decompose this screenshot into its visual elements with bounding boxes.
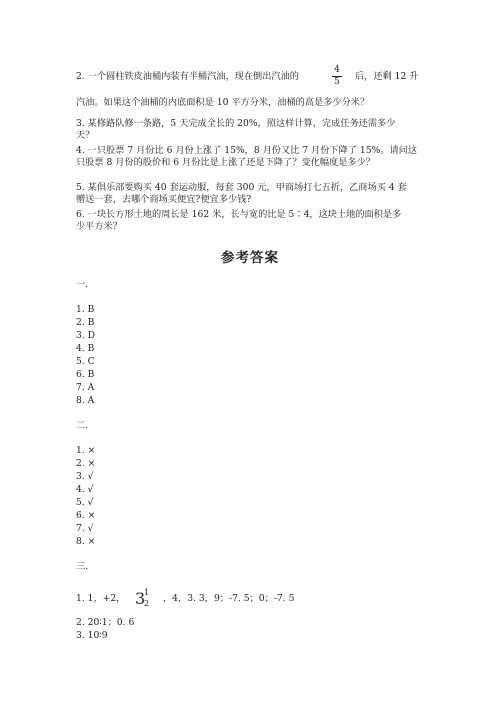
section-3-answer-3: 3. 10∶9 — [76, 630, 108, 641]
question-4-line-1: 4. 一只股票 7 月份比 6 月份上涨了 15%，8 月份又比 7 月份下降了 15%。请问这 — [76, 145, 418, 156]
section-1-answer: 8. A — [76, 395, 95, 406]
mixed-number-denominator: 2 — [144, 599, 150, 608]
section-3-answer-1-end: ，4，3. 3，9；-7. 5；0；-7. 5 — [163, 593, 295, 604]
section-1-answer: 3. D — [76, 330, 96, 341]
fraction-denominator: 5 — [334, 77, 340, 87]
mixed-number-numerator: 1 — [144, 588, 150, 597]
question-5-line-1: 5. 某俱乐部要购买 40 套运动服，每套 300 元，甲商场打七五折，乙商场买 4 套 — [76, 182, 407, 193]
section-2-answer: 7. √ — [76, 523, 94, 534]
section-2-answer: 6. × — [76, 510, 96, 521]
section-1-answer: 4. B — [76, 343, 95, 354]
question-4-line-2: 只股票 8 月份的股价和 6 月份比是上涨了还是下降了？变化幅度是多少？ — [76, 157, 375, 168]
section-1-answer: 1. B — [76, 304, 95, 315]
section-2-answer: 5. √ — [76, 497, 94, 508]
answer-title: 参考答案 — [221, 250, 279, 266]
mixed-number — [135, 589, 155, 613]
question-6-line-1: 6. 一块长方形土地的周长是 162 米，长与宽的比是 5∶4，这块土地的面积是多 — [76, 209, 402, 220]
question-3-line-2: 天？ — [76, 130, 95, 141]
question-2-line-1-end: 后，还剩 12 升 — [355, 71, 419, 82]
section-3-label: 三. — [76, 561, 89, 572]
section-3-answer-2: 2. 20∶1；0. 6 — [76, 617, 135, 628]
question-5-line-2: 赠送一套，去哪个商场买便宜?便宜多少钱? — [76, 194, 252, 205]
question-6-line-2: 少平方米？ — [76, 221, 122, 232]
section-2-answer: 4. √ — [76, 484, 94, 495]
section-1-answer: 6. B — [76, 369, 95, 380]
question-2-fraction — [332, 66, 342, 87]
section-1-answer: 7. A — [76, 382, 95, 393]
section-1-answer: 5. C — [76, 356, 95, 367]
section-2-label: 二. — [76, 420, 89, 431]
section-2-answer: 1. × — [76, 445, 96, 456]
question-2-line-2: 汽油。如果这个油桶的内底面积是 10 平方分米，油桶的高是多少分米？ — [76, 97, 370, 108]
section-1-answer: 2. B — [76, 317, 95, 328]
mixed-number-whole: 3 — [135, 589, 146, 608]
section-2-answer: 2. × — [76, 458, 96, 469]
section-2-answer: 3. √ — [76, 471, 94, 482]
section-2-answer: 8. × — [76, 536, 96, 547]
question-2-line-1: 2. 一个圆柱铁皮油桶内装有半桶汽油，现在倒出汽油的 — [76, 71, 299, 82]
section-1-label: 一. — [76, 279, 89, 290]
section-3-answer-1: 1. 1，+2， — [76, 593, 126, 604]
fraction-numerator: 4 — [334, 65, 340, 75]
question-3-line-1: 3. 某修路队修一条路，5 天完成全长的 20%，照这样计算，完成任务还需多少 — [76, 118, 396, 129]
